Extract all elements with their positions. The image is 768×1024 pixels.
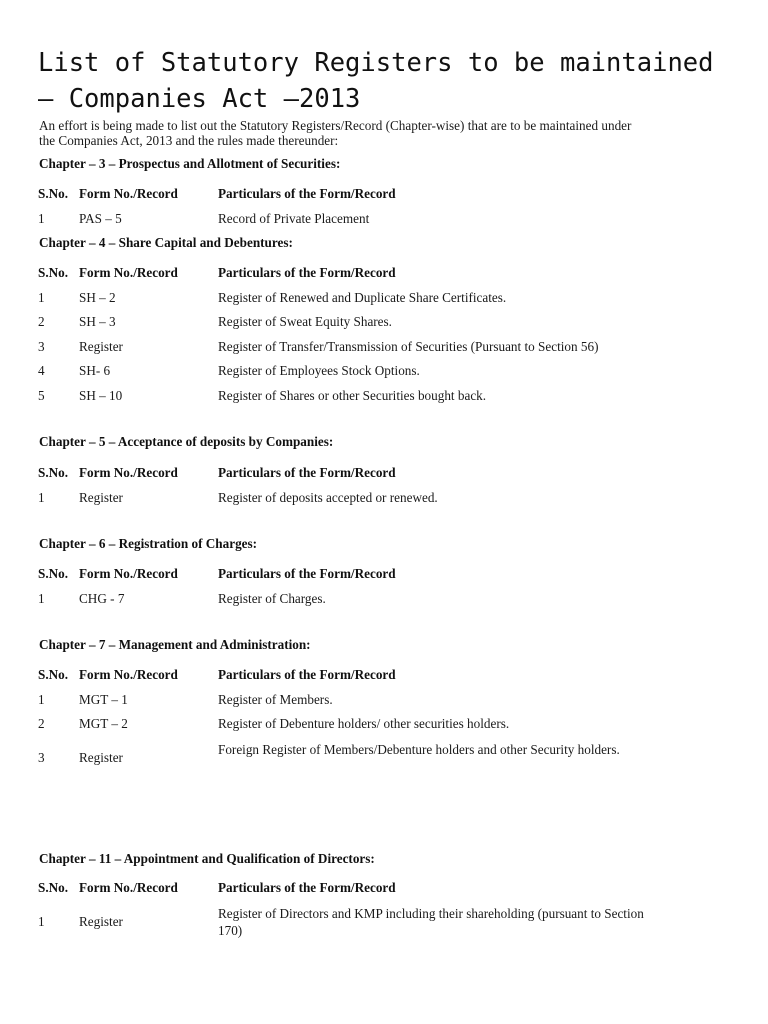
chapter-heading: Chapter – 5 – Acceptance of deposits by Companies: [39,434,334,449]
cell-form: SH – 2 [79,290,116,305]
intro-line-1: An effort is being made to list out the Statutory Registers/Record (Chapter-wise) that are to be maintained under [39,118,632,133]
cell-form: PAS – 5 [79,211,122,226]
cell-particulars: Register of Renewed and Duplicate Share Certificates. [218,290,507,305]
cell-sno: 1 [38,914,45,929]
cell-particulars: Register of Directors and KMP including their shareholding (pursuant to Section 170) [218,906,644,938]
cell-sno: 1 [38,290,45,305]
intro-line-2: the Companies Act, 2013 and the rules made thereunder: [39,133,339,148]
column-header-form: Form No./Record [79,265,178,280]
cell-particulars: Register of Sweat Equity Shares. [218,314,392,329]
cell-sno: 3 [38,750,45,765]
cell-particulars: Register of Charges. [218,591,326,606]
cell-sno: 1 [38,211,45,226]
chapter-heading: Chapter – 6 – Registration of Charges: [39,536,258,551]
cell-form: SH- 6 [79,363,111,378]
cell-sno: 1 [38,591,45,606]
cell-particulars: Register of Transfer/Transmission of Securities (Pursuant to Section 56) [218,339,599,354]
column-header-sno: S.No. [38,186,69,201]
cell-sno: 1 [38,490,45,505]
column-header-sno: S.No. [38,465,69,480]
cell-sno: 1 [38,692,45,707]
cell-particulars: Register of Debenture holders/ other securities holders. [218,716,510,731]
column-header-particulars: Particulars of the Form/Record [218,880,396,895]
cell-form: Register [79,750,123,765]
column-header-form: Form No./Record [79,186,178,201]
cell-sno: 4 [38,363,45,378]
cell-particulars: Register of Employees Stock Options. [218,363,420,378]
column-header-form: Form No./Record [79,465,178,480]
chapter-heading: Chapter – 7 – Management and Administration: [39,637,311,652]
cell-particulars: Foreign Register of Members/Debenture holders and other Security holders. [218,742,620,757]
cell-form: SH – 10 [79,388,123,403]
cell-sno: 2 [38,716,45,731]
cell-form: MGT – 2 [79,716,128,731]
cell-form: CHG - 7 [79,591,125,606]
column-header-form: Form No./Record [79,880,178,895]
cell-particulars: Register of deposits accepted or renewed. [218,490,438,505]
cell-sno: 5 [38,388,45,403]
chapter-heading: Chapter – 11 – Appointment and Qualification of Directors: [39,851,375,866]
cell-form: Register [79,339,123,354]
cell-sno: 3 [38,339,45,354]
cell-particulars: Register of Members. [218,692,333,707]
column-header-form: Form No./Record [79,566,178,581]
column-header-form: Form No./Record [79,667,178,682]
cell-sno: 2 [38,314,45,329]
cell-particulars: Register of Shares or other Securities bought back. [218,388,487,403]
column-header-particulars: Particulars of the Form/Record [218,465,396,480]
column-header-particulars: Particulars of the Form/Record [218,566,396,581]
column-header-sno: S.No. [38,265,69,280]
cell-form: Register [79,914,123,929]
document-title-line-2: – Companies Act –2013 [38,84,361,114]
column-header-particulars: Particulars of the Form/Record [218,186,396,201]
column-header-sno: S.No. [38,667,69,682]
cell-form: MGT – 1 [79,692,128,707]
column-header-sno: S.No. [38,566,69,581]
cell-particulars: Record of Private Placement [218,211,370,226]
cell-form: Register [79,490,123,505]
column-header-particulars: Particulars of the Form/Record [218,265,396,280]
column-header-particulars: Particulars of the Form/Record [218,667,396,682]
chapter-heading: Chapter – 3 – Prospectus and Allotment of Securities: [39,156,341,171]
document-title-line-1: List of Statutory Registers to be maintained [38,48,714,78]
chapter-heading: Chapter – 4 – Share Capital and Debentures: [39,235,293,250]
cell-form: SH – 3 [79,314,116,329]
column-header-sno: S.No. [38,880,69,895]
